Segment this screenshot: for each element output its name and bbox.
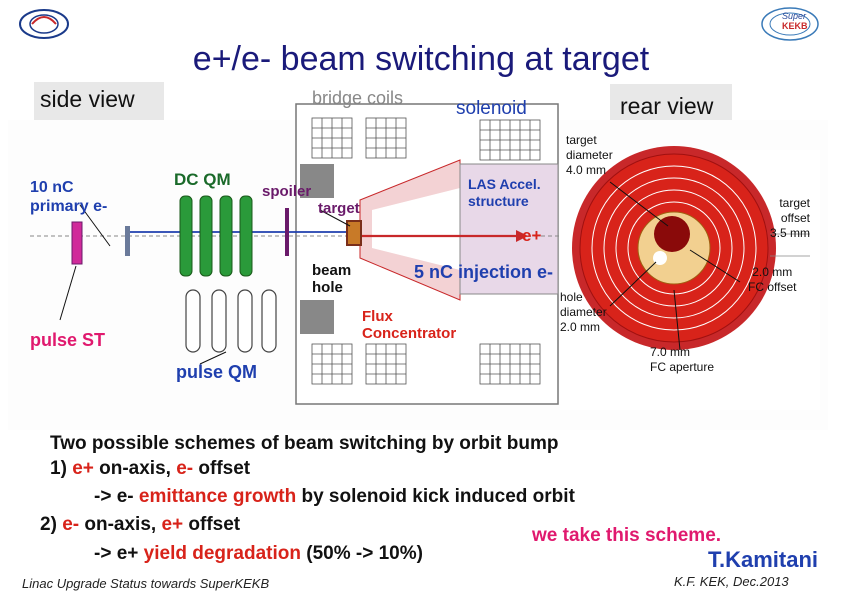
pulse-qm-1 [186,290,200,352]
footer-right: K.F. KEK, Dec.2013 [674,574,789,589]
label-fc-offset: 2.0 mm FC offset [748,265,797,294]
label-spoiler: spoiler [262,183,312,200]
scheme-note: we take this scheme. [532,525,722,546]
label-e-plus: e+ [522,226,542,245]
label-hole-diameter: hole diameter 2.0 mm [560,290,607,334]
shield-block-bottom [300,300,334,334]
dc-qm-3 [220,196,232,276]
label-solenoid: solenoid [456,98,527,119]
label-fc-aperture: 7.0 mm FC aperture [650,345,715,374]
target-disk [654,216,690,252]
label-pulse-st: pulse ST [30,330,106,350]
label-bridge-coils: bridge coils [312,88,404,108]
author: T.Kamitani [708,547,819,572]
dc-qm-4 [240,196,252,276]
label-target: target [318,200,360,217]
dc-qm-2 [200,196,212,276]
pulse-qm-3 [238,290,252,352]
slide-title: e+/e- beam switching at target [192,40,650,78]
logo-text-kekb: KEKB [782,21,808,31]
label-las-accel: LAS Accel. structure [468,176,541,209]
body-line-3: -> e- emittance growth by solenoid kick induced orbit [94,486,575,507]
logo-text-super: Super [782,11,807,21]
label-flux: Flux Concentrator [362,308,457,342]
dc-qm-1 [180,196,192,276]
label-target-offset: target offset 3.5 mm [770,196,811,240]
pulse-qm-4 [262,290,276,352]
body-line-4: 2) e- on-axis, e+ offset [40,514,241,535]
rear-view-text: rear view [620,93,714,119]
label-pulse-qm: pulse QM [176,362,258,382]
label-dc-qm: DC QM [174,170,231,189]
pulse-qm-2 [212,290,226,352]
body-line-5: -> e+ yield degradation (50% -> 10%) [94,543,423,564]
body-line-1: Two possible schemes of beam switching by orbit bump [50,433,559,454]
label-target-diameter: target diameter 4.0 mm [566,133,613,177]
label-primary: 10 nC primary e- [30,179,108,215]
label-beam-hole: beam hole [312,262,352,296]
pulse-st-magnet [72,222,82,264]
footer-left: Linac Upgrade Status towards SuperKEKB [22,576,270,591]
side-view-text: side view [40,86,135,112]
body-line-2: 1) e+ on-axis, e- offset [50,458,251,479]
label-injection: 5 nC injection e- [414,262,554,282]
